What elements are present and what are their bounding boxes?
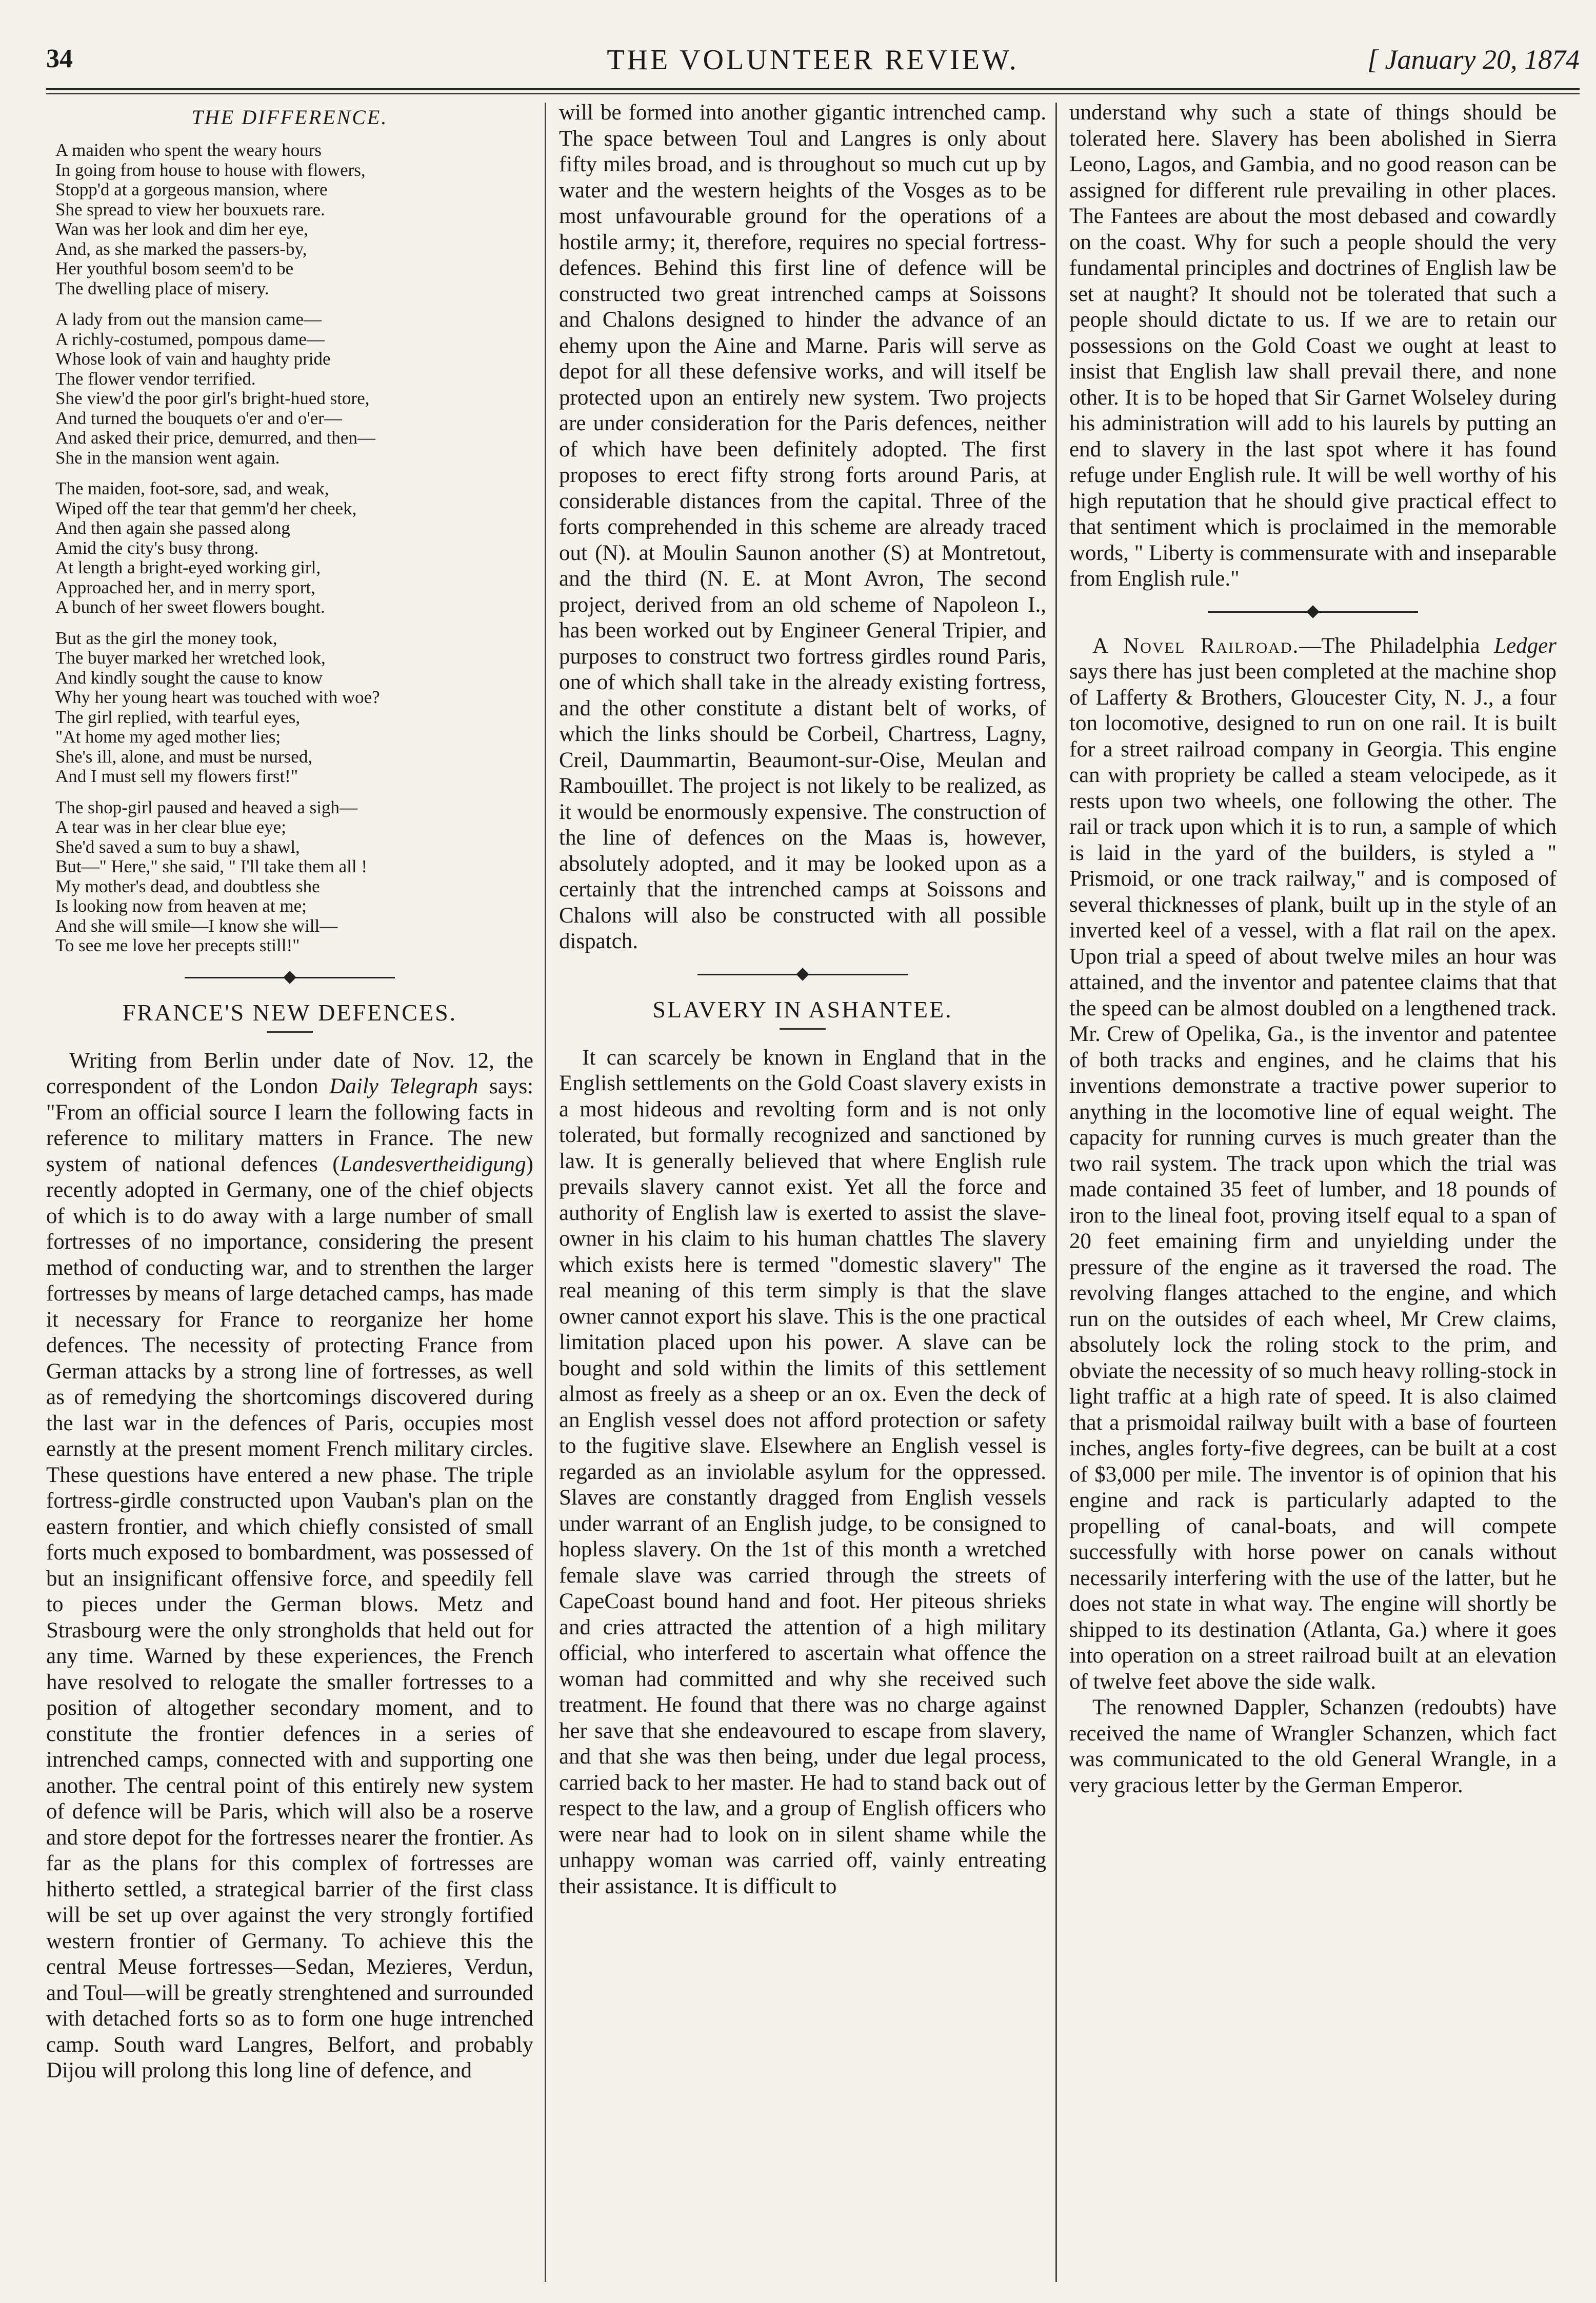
title-rule: [780, 1028, 826, 1030]
newspaper-name: Ledger: [1494, 633, 1557, 658]
poem-stanza: [46, 479, 533, 617]
poem-line: She'd saved a sum to buy a shawl,: [55, 836, 300, 857]
section-separator: [1069, 602, 1557, 622]
poem-stanza: [46, 141, 533, 298]
poem-title: THE DIFFERENCE.: [191, 106, 388, 129]
poem-line: She's ill, alone, and must be nursed,: [55, 746, 313, 767]
column-2: [559, 100, 1046, 1899]
publication-title: THE VOLUNTEER REVIEW.: [607, 44, 1019, 76]
poem-line: A maiden who spent the weary hours: [55, 140, 322, 160]
column-rule-1: [545, 103, 546, 2282]
poem-line: In going from house to house with flowers,: [55, 159, 366, 180]
column-3: [1069, 100, 1557, 1798]
poem-line: A tear was in her clear blue eye;: [55, 817, 286, 837]
poem-line: My mother's dead, and doubtless she: [55, 876, 320, 896]
poem-line: But—" Here," she said, " I'll take them all !: [55, 856, 368, 876]
page-number: 34: [46, 44, 73, 73]
poem-line: The dwelling place of misery.: [55, 278, 269, 298]
issue-date: [ January 20, 1874: [1367, 44, 1580, 75]
poem-line: The buyer marked her wretched look,: [55, 648, 326, 668]
title-rule: [267, 1031, 313, 1033]
france-title: FRANCE'S NEW DEFENCES.: [122, 999, 457, 1026]
schanzen-paragraph: The renowned Dappler, Schanzen (redoubts) have received the name of Wrangler Schanzen, which fact was communicated to the old General Wrangle, in a very gracious letter by the German Emperor.: [1069, 1695, 1557, 1797]
poem-line: Whose look of vain and haughty pride: [55, 349, 331, 369]
poem-line: A lady from out the mansion came—: [55, 309, 322, 329]
section-separator: [559, 964, 1046, 985]
poem-line: The flower vendor terrified.: [55, 368, 256, 389]
poem-stanza: [46, 629, 533, 787]
poem-line: Her youthful bosom seem'd to be: [55, 258, 294, 278]
railroad-paragraph: A Novel Railroad.—The Philadelphia Ledger says there has just been completed at the machine shop of Lafferty & Brothers, Gloucester City, N. J., a four ton locomotive, designed to run on one rail. It is built for a street railroad company in Georgia. This engine can with propriety be called a steam velocipede, as it rests upon two wheels, one following the other. The rail or track upon which it is to run, a sample of which is laid in the yard of the builders, is styled a " Prismoid, or one track railway," and is composed of several thicknesses of plank, built up in the style of an inverted keel of a vessel, with a flat rail on the apex. Upon trial a speed of about twelve miles an hour was attained, and the inventor and patentee claims that that the speed can be almost doubled on a lengthened track. Mr. Crew of Opelika, Ga., is the inventor and patentee of both tracks and engines, and he claims that his inventions demonstrate a tractive power superior to anything in the locomotive line of equal weight. The capacity for running curves is much greater than the two rail system. The track upon which the trial was made contained 35 feet of lumber, and 18 pounds of iron to the lineal foot, proving itself equal to a span of 20 feet emaining firm and unyielding under the pressure of the engine as it traversed the road. The revolving flanges attached to the engine, and which run on the outsides of each wheel, Mr Crew claims, absolutely lock the roling stock to the prim, and obviate the necessity of so much heavy rolling-stock in light traffic at a high rate of speed. It is also claimed that a prismoidal railway built with a base of fourteen inches, angles forty-five degrees, can be built at a cost of $3,000 per mile. The inventor is of opinion that his engine and rack is particularly adapted to the propelling of canal-boats, and will compete successfully with horse power on canals without necessarily interfering with the use of the latter, but he does not state in what way. The engine will shortly be shipped to its destination (Atlanta, Ga.) where it goes into operation on a street railroad built at an elevation of twelve feet above the side walk.: [1069, 633, 1557, 1694]
newspaper-name: Daily Telegraph: [329, 1074, 478, 1098]
poem-line: Amid the city's busy throng.: [55, 537, 259, 558]
railroad-heading: A Novel Railroad.: [1092, 633, 1300, 658]
poem-line: And I must sell my flowers first!": [55, 766, 298, 786]
poem-line: "At home my aged mother lies;: [55, 727, 281, 747]
column-1: [46, 100, 533, 2084]
poem-stanza: [46, 798, 533, 956]
poem-line: She in the mansion went again.: [55, 447, 280, 468]
header-rule: [46, 88, 1580, 90]
poem-line: And asked their price, demurred, and then—: [55, 428, 375, 448]
france-paragraph-2: will be formed into another gigantic intrenched camp. The space between Toul and Langres is only about fifty miles broad, and is throughout so much cut up by water and the western heights of the Vosges as to be most unfavourable ground for the operations of a hostile army; it, therefore, requires no special fortress-defences. Behind this first line of defence will be constructed two great intrenched camps at Soissons and Chalons designed to hinder the advance of an ehemy upon the Aine and Marne. Paris will serve as depot for all these defensive works, and will itself be protected upon an entirely new system. Two projects are under consideration for the Paris defences, neither of which have been definitely adopted. The first proposes to erect fifty strong forts around Paris, at considerable distances from the capital. Three of the forts comprehended in this scheme are already traced out (N). at Moulin Saunon another (S) at Montretout, and the third (N. E. at Mont Avron, The second project, derived from an old scheme of Napoleon I., has been worked out by Engineer General Tripier, and purposes to construct two fortress girdles round Paris, one of which shall take in the already existing fortress, and the other constitute a distant belt of works, of which the links should be Corbeil, Chartress, Lagny, Creil, Daummartin, Beaumont-sur-Oise, Meulan and Rambouillet. The project is not likely to be realized, as it would be enormously expensive. The construction of the line of defences on the Maas is, however, absolutely adopted, and it may be looked upon as a certainly that the intrenched camps at Soissons and Chalons will also be constructed with all possible dispatch.: [559, 101, 1046, 953]
poem-line: And she will smile—I know she will—: [55, 915, 338, 936]
slavery-paragraph-1: It can scarcely be known in England that in the English settlements on the Gold Coast slavery exists in a most hideous and revolting form and is not only tolerated, but formally recognized and sanctioned by law. It is generally believed that where English rule prevails slavery cannot exist. Yet all the force and authority of English law is exerted to assist the slave-owner in his claim to his human chattles The slavery which exists here is termed "domestic slavery" The real meaning of this term simply is that the slave owner cannot export his slave. This is the one practical limitation placed upon his power. A slave can be bought and sold within the limits of this settlement almost as freely as a sheep or an ox. Even the deck of an English vessel does not afford protection or safety to the fugitive slave. Elsewhere an English vessel is regarded as an inviolable asylum for the oppressed. Slaves are constantly dragged from English vessels under warrant of an English judge, to be consigned to hopless slavery. On the 1st of this month a wretched female slave was carried through the streets of CapeCoast bound hand and foot. Her piteous shrieks and cries attracted the attention of a high military official, who interfered to ascertain what offence the woman had committed and why she received such treatment. He found that there was no charge against her save that she endeavoured to escape from slavery, and that she was then being, under due legal process, carried back to her master. He had to stand back out of respect to the law, and a group of English officers who were near had to look on in silent shame while the unhappy woman was carried off, vainly entreating their assistance. It is difficult to: [559, 1045, 1046, 1898]
poem-line: Wiped off the tear that gemm'd her cheek,: [55, 498, 357, 518]
poem-line: But as the girl the money took,: [55, 628, 277, 648]
poem-line: To see me love her precepts still!": [55, 935, 300, 955]
poem-line: Why her young heart was touched with woe?: [55, 687, 380, 707]
section-separator: [46, 967, 533, 988]
slavery-title: SLAVERY IN ASHANTEE.: [652, 996, 953, 1023]
german-term: Landesvertheidigung: [340, 1152, 526, 1176]
poem-line: Stopp'd at a gorgeous mansion, where: [55, 179, 328, 199]
poem-line: And turned the bouquets o'er and o'er—: [55, 408, 342, 428]
poem-stanza: [46, 310, 533, 468]
poem-line: The maiden, foot-sore, sad, and weak,: [55, 478, 329, 498]
poem-line: A bunch of her sweet flowers bought.: [55, 597, 325, 617]
slavery-paragraph-2: understand why such a state of things should be tolerated here. Slavery has been abolished in Sierra Leono, Lagos, and Gambia, and no good reason can be assigned for different rule prevailing in other places. The Fantees are about the most debased and cowardly on the coast. Why for such a people should the very fundamental principles and doctrines of English law be set at naught? It should not be tolerated that such a people should dictate to us. If we are to retain our possessions on the Gold Coast we ought at least to insist that English law shall prevail there, and none other. It is to be hoped that Sir Garnet Wolseley during his administration will add to his laurels by putting an end to slavery in the last spot where it has found refuge under English rule. It will be well worthy of his high reputation that he should give practical effect to that sentiment which is proclaimed in the memorable words, " Liberty is commensurate with and inseparable from English rule.": [1069, 101, 1557, 591]
poem-line: The girl replied, with tearful eyes,: [55, 707, 301, 727]
france-paragraph-1: Writing from Berlin under date of Nov. 12, the correspondent of the London Daily Telegraph says: "From an official source I learn the following facts in reference to military matters in France. The new system of national defences (Landesvertheidigung) recently adopted in Germany, one of the chief objects of which is to do away with a large number of small fortresses of no importance, considering the present method of conducting war, and to strenthen the larger fortresses by means of large detached camps, has made it necessary for France to reorganize her home defences. The necessity of protecting France from German attacks by a strong line of fortresses, as well as of remedying the shortcomings discovered during the last war in the defences of Paris, occupies most earnstly at the present moment French military circles. These questions have entered a new phase. The triple fortress-girdle constructed upon Vauban's plan on the eastern frontier, and which chiefly consisted of small forts much exposed to bombardment, was possessed of but an insignificant offensive force, and speedily fell to pieces under the German blows. Metz and Strasbourg were the only strongholds that held out for any time. Warned by these experiences, the French have resolved to relogate the smaller fortresses to a position of altogether secondary moment, and to constitute the frontier defences in a series of intrenched camps, connected with and supporting one another. The central point of this entirely new system of defence will be Paris, which will also be a roserve and store depot for the fortresses nearer the frontier. As far as the plans for this complex of fortresses are hitherto settled, a strategical barrier of the first class will be set up over against the very strongly fortified western frontier of Germany. To achieve this the central Meuse fortresses—Sedan, Mezieres, Verdun, and Toul—will be greatly strenghtened and surrounded with detached forts so as to form one huge intrenched camp. South ward Langres, Belfort, and probably Dijou will prolong this long line of defence, and: [46, 1048, 533, 2082]
running-head: [46, 44, 1580, 85]
poem-line: Is looking now from heaven at me;: [55, 896, 307, 916]
poem-line: And kindly sought the cause to know: [55, 667, 323, 688]
poem-line: She view'd the poor girl's bright-hued store,: [55, 388, 370, 408]
poem-line: She spread to view her bouxuets rare.: [55, 199, 325, 219]
poem-line: The shop-girl paused and heaved a sigh—: [55, 797, 358, 817]
poem-line: And then again she passed along: [55, 518, 290, 538]
poem-line: Approached her, and in merry sport,: [55, 577, 315, 597]
poem-body: [46, 141, 533, 956]
poem-line: At length a bright-eyed working girl,: [55, 557, 321, 577]
poem-line: A richly-costumed, pompous dame—: [55, 329, 325, 349]
header-rule-thin: [46, 93, 1580, 94]
column-rule-2: [1055, 103, 1057, 2282]
poem-line: And, as she marked the passers-by,: [55, 238, 307, 259]
poem-line: Wan was her look and dim her eye,: [55, 219, 308, 239]
